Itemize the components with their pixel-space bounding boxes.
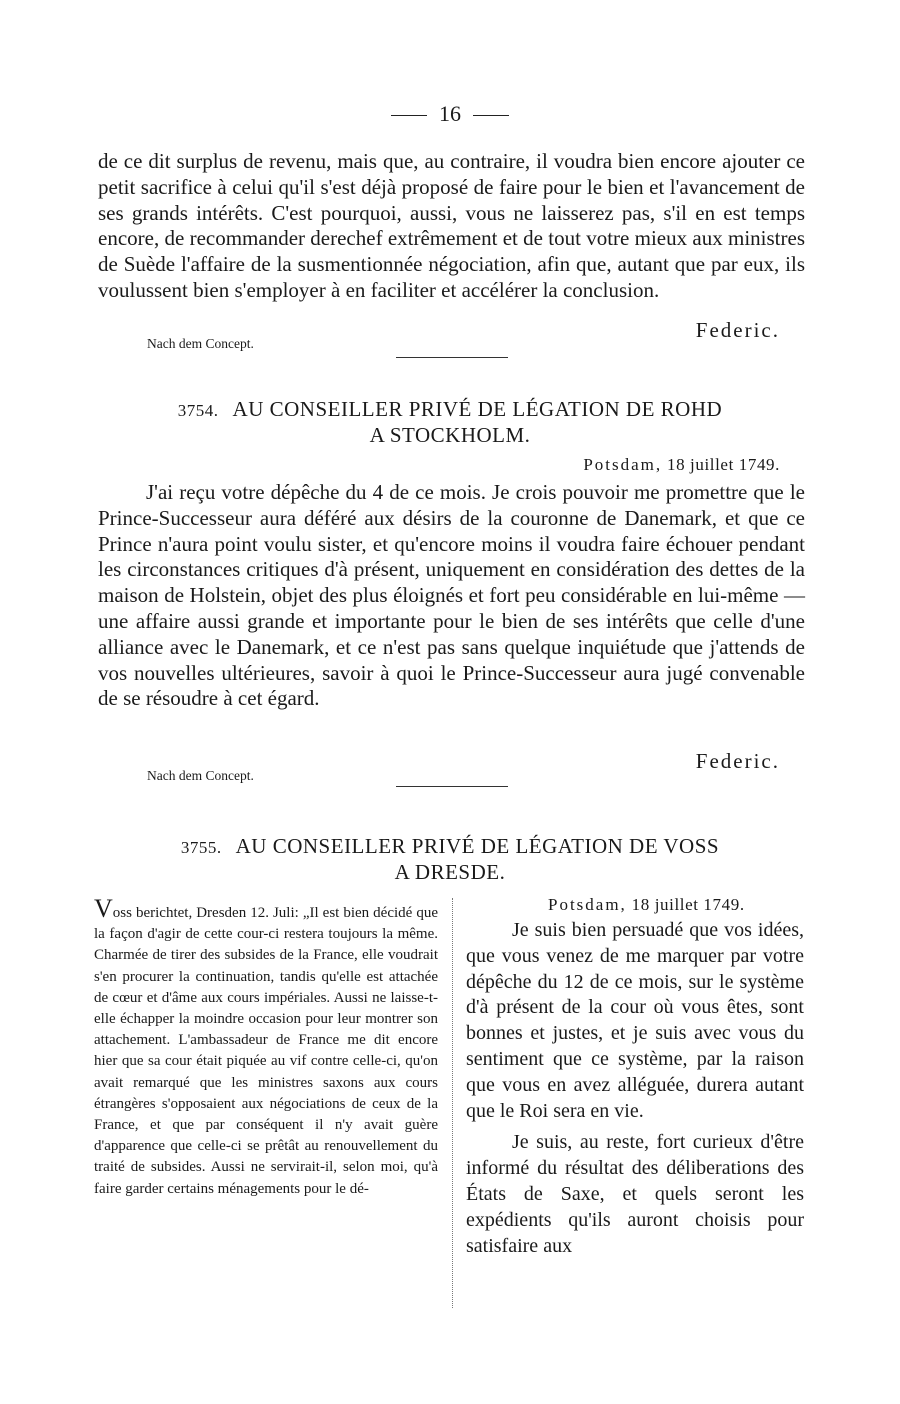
page-number: 16 [439, 101, 461, 126]
page-number-header [0, 100, 900, 128]
doc-3755-heading-line2 [0, 859, 900, 885]
intro-source-note: Nach dem Concept. [147, 336, 254, 351]
right-dash [473, 115, 509, 116]
section-divider [396, 357, 508, 358]
doc-3754-body [98, 480, 805, 712]
reply-column [466, 918, 804, 1259]
reply-paragraph-1: Je suis bien persuadé que vos idées, que vous venez de me marquer par votre dépêche du 12 de ce mois, sur le système d'à présent de la cour où vous êtes, sont bonnes et justes, et je suis avec vous du sentiment que ce système, par la raison que vous en avez alléguée, durera autant que le Roi sera en vie. [466, 919, 804, 1122]
section-divider [396, 786, 508, 787]
doc-3754-place: Potsdam, [583, 455, 663, 474]
doc-3754-title-line2: A STOCKHOLM. [369, 423, 531, 447]
doc-3754-text: J'ai reçu votre dépêche du 4 de ce mois. Je crois pouvoir me promettre que le Prince-Successeur aura déféré aux désirs de la couronne de Danemark, et que ce Prince n'aura point voulu sister, et qu'encore moins il voudra faire échouer pendant les circonstances critiques d'à présent, uniquement en considération des dettes de la maison de Holstein, objet des plus éloignés et fort peu considérable en lui-même — une affaire aussi grande et importante pour le bien de ses intérêts que celle d'une alliance avec le Danemark, et ce n'est pas sans quelque inquiétude que j'attends de vos nouvelles ultérieures, savoir à quoi le Prince-Successeur aura jugé convenable de se résoudre à cet égard. [98, 480, 805, 711]
report-text: oss berichtet, Dresden 12. Juli: „Il est bien décidé que la façon d'agir de cette cour-ci restera toujours la même. Charmée de tirer des subsides de la France, elle voudrait s'en procurer la continuation, tandis qu'elle est attachée de cœur et d'âme aux cours impériales. Aussi ne laisse-t-elle échapper la moindre occasion pour leur montrer son attachement. L'ambassadeur de France me dit encore hier que sa cour était piquée au vif contre celle-ci, qu'on avait remarqué que les ministres saxons aux cours étrangères s'opposaient aux négociations de ceux de la France, et que par conséquent il n'y avait guère d'apparence que celle-ci se prêtât au renouvellement du traité de subsides. Aussi ne servirait-il, selon moi, qu'à faire garder certains ménagements pour le dé- [94, 905, 438, 1197]
doc-3754-title-line1: AU CONSEILLER PRIVÉ DE LÉGATION DE ROHD [232, 397, 723, 421]
doc-3755-number: 3755. [180, 838, 222, 857]
doc-3754-date: 18 juillet 1749. [666, 455, 780, 474]
intro-text: de ce dit surplus de revenu, mais que, au contraire, il voudra bien encore ajouter ce petit sacrifice à celui qu'il s'est déjà proposé de faire pour le bien et l'avancement de ses grands intérêts. C'est pourquoi, aussi, vous ne laisserez pas, s'il en est temps encore, de recommander derechef extrêmement et de tout votre mieux aux ministres de Suède l'affaire de la susmentionnée négociation, afin que, autant que par eux, ils voulussent bien s'employer à en faciliter et accélérer la conclusion. [98, 149, 805, 302]
doc-3754-dateline [583, 455, 780, 475]
reply-paragraph-2: Je suis, au reste, fort curieux d'être informé du résultat des déliberations des États de Saxe, et quels seront les expédients qu'ils auront choisis pour satisfaire aux [466, 1131, 804, 1257]
intro-signature: Federic. [695, 318, 780, 342]
doc-3754-heading-line2 [0, 422, 900, 448]
doc-3754-signature: Federic. [695, 749, 780, 773]
doc-3755-date: 18 juillet 1749. [631, 895, 745, 914]
doc-3755-place: Potsdam, [548, 895, 627, 914]
report-dropcap: V [94, 894, 113, 923]
doc-3754-source-note: Nach dem Concept. [147, 768, 254, 783]
report-column [94, 894, 438, 1200]
doc-3755-heading [0, 833, 900, 861]
column-divider [452, 898, 453, 1308]
doc-3754-number: 3754. [177, 401, 219, 420]
left-dash [391, 115, 427, 116]
doc-3755-title-line1: AU CONSEILLER PRIVÉ DE LÉGATION DE VOSS [235, 834, 720, 858]
doc-3755-dateline [548, 895, 745, 915]
doc-3754-heading [0, 396, 900, 424]
intro-paragraph [98, 149, 805, 304]
doc-3755-title-line2: A DRESDE. [394, 860, 506, 884]
